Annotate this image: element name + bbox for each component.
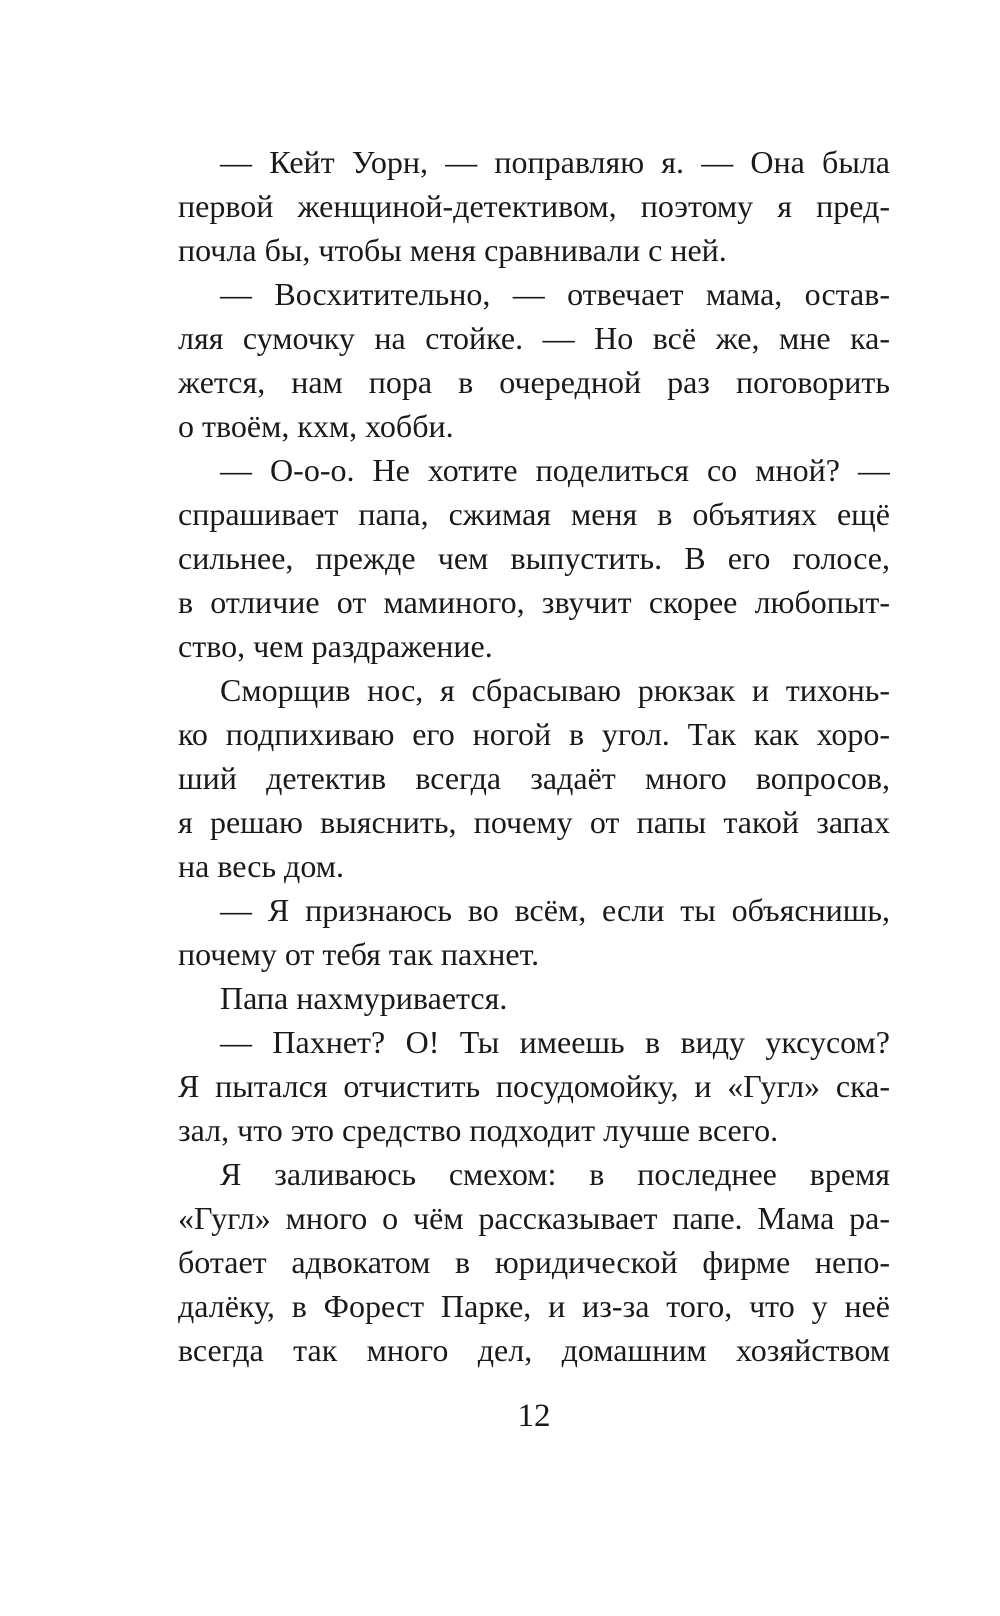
page-number: 12: [517, 1398, 551, 1434]
paragraph: [178, 976, 890, 1020]
text-line: далёку, в Форест Парке, и из-за того, что у неё: [178, 1288, 890, 1324]
text-line: Сморщив нос, я сбрасываю рюкзак и тихонь-: [220, 672, 890, 708]
text-line: жется, нам пора в очередной раз поговорить: [178, 364, 890, 400]
paragraph: [178, 1020, 890, 1152]
text-line: в отличие от маминого, звучит скорее любопыт-: [178, 584, 890, 620]
paragraph: [178, 888, 890, 976]
text-line: первой женщиной-детективом, поэтому я пред-: [178, 188, 890, 224]
paragraph: [178, 140, 890, 272]
paragraph: [178, 272, 890, 448]
text-line: Я заливаюсь смехом: в последнее время: [220, 1156, 890, 1192]
text-line: — Кейт Уорн, — поправляю я. — Она была: [220, 144, 890, 180]
text-line: о твоём, кхм, хобби.: [178, 408, 454, 444]
text-block: [178, 140, 890, 1372]
text-line: «Гугл» много о чём рассказывает папе. Мама ра-: [178, 1200, 890, 1236]
text-line: почла бы, чтобы меня сравнивали с ней.: [178, 232, 727, 268]
text-line: сильнее, прежде чем выпустить. В его голосе,: [178, 540, 890, 576]
text-line: — Восхитительно, — отвечает мама, остав-: [220, 276, 890, 312]
paragraph: [178, 668, 890, 888]
text-line: на весь дом.: [178, 848, 344, 884]
text-line: я решаю выяснить, почему от папы такой запах: [178, 804, 890, 840]
text-line: зал, что это средство подходит лучше всего.: [178, 1112, 779, 1148]
text-line: Папа нахмуривается.: [220, 980, 508, 1016]
text-line: ший детектив всегда задаёт много вопросов,: [178, 760, 890, 796]
text-line: спрашивает папа, сжимая меня в объятиях ещё: [178, 496, 890, 532]
text-line: ботает адвокатом в юридической фирме непо-: [178, 1244, 890, 1280]
text-line: — Пахнет? О! Ты имеешь в виду уксусом?: [220, 1024, 890, 1060]
text-line: почему от тебя так пахнет.: [178, 936, 540, 972]
paragraph: [178, 448, 890, 668]
text-line: — О-о-о. Не хотите поделиться со мной? —: [220, 452, 890, 488]
text-line: ко подпихиваю его ногой в угол. Так как хоро-: [178, 716, 890, 752]
text-line: ляя сумочку на стойке. — Но всё же, мне ка-: [178, 320, 890, 356]
text-line: ство, чем раздражение.: [178, 628, 493, 664]
text-line: — Я признаюсь во всём, если ты объяснишь,: [220, 892, 890, 928]
paragraph: [178, 1152, 890, 1372]
text-line: всегда так много дел, домашним хозяйством: [178, 1332, 890, 1368]
text-line: Я пытался отчистить посудомойку, и «Гугл» ска-: [178, 1068, 890, 1104]
